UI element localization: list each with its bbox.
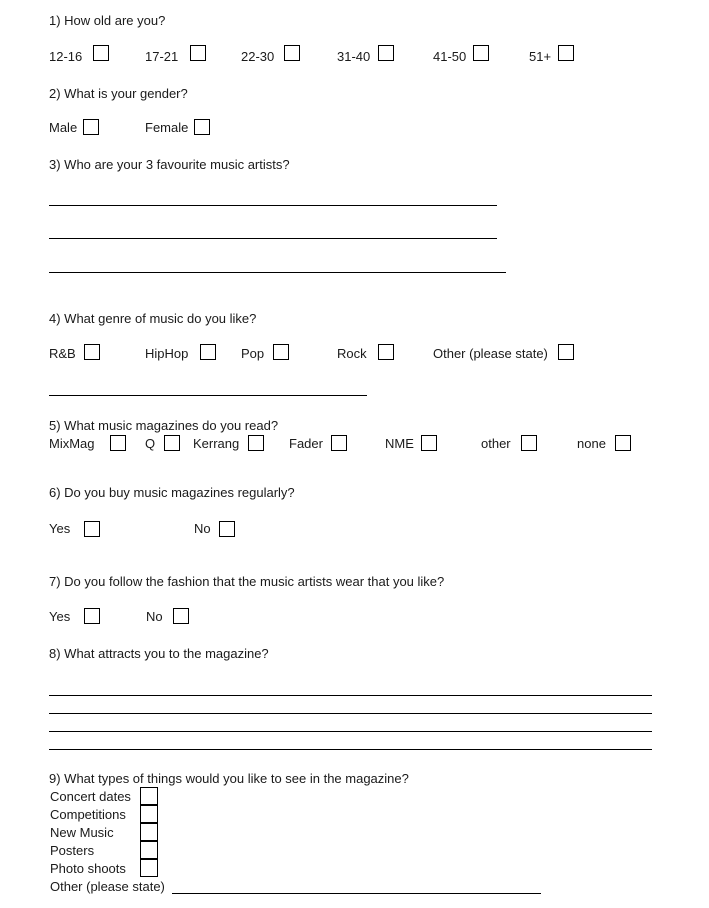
question-2-text: 2) What is your gender?: [49, 86, 188, 101]
magazine-q-checkbox[interactable]: [164, 435, 180, 451]
content-option-label: Competitions: [50, 807, 126, 822]
magazine-option-label: Fader: [289, 436, 323, 451]
genre-option-label: Rock: [337, 346, 367, 361]
age-31-40-checkbox[interactable]: [378, 45, 394, 61]
genre-option-label: HipHop: [145, 346, 189, 361]
question-1-text: 1) How old are you?: [49, 13, 166, 28]
age-41-50-checkbox[interactable]: [473, 45, 489, 61]
age-option-label: 41-50: [433, 49, 467, 64]
age-option-label: 51+: [529, 49, 552, 64]
age-51-plus-checkbox[interactable]: [558, 45, 574, 61]
gender-female-checkbox[interactable]: [194, 119, 210, 135]
fashion-yes-checkbox[interactable]: [84, 608, 100, 624]
genre-rock-checkbox[interactable]: [378, 344, 394, 360]
attracts-answer-line-3[interactable]: [49, 731, 652, 732]
question-4-text: 4) What genre of music do you like?: [49, 311, 257, 326]
fashion-option-label: No: [146, 609, 163, 624]
magazine-option-label: NME: [385, 436, 414, 451]
age-12-16-checkbox[interactable]: [93, 45, 109, 61]
question-7-text: 7) Do you follow the fashion that the music artists wear that you like?: [49, 574, 445, 589]
genre-hiphop-checkbox[interactable]: [200, 344, 216, 360]
content-photo-shoots-checkbox[interactable]: [140, 859, 158, 877]
gender-option-label: Male: [49, 120, 78, 135]
genre-other-checkbox[interactable]: [558, 344, 574, 360]
artist-answer-line-1[interactable]: [49, 205, 497, 206]
buy-option-label: No: [194, 521, 211, 536]
age-17-21-checkbox[interactable]: [190, 45, 206, 61]
attracts-answer-line-2[interactable]: [49, 713, 652, 714]
artist-answer-line-2[interactable]: [49, 238, 497, 239]
magazine-nme-checkbox[interactable]: [421, 435, 437, 451]
content-other-answer-line[interactable]: [172, 893, 541, 894]
age-option-label: 31-40: [337, 49, 371, 64]
question-6-text: 6) Do you buy music magazines regularly?: [49, 485, 295, 500]
buy-no-checkbox[interactable]: [219, 521, 235, 537]
age-option-label: 22-30: [241, 49, 275, 64]
question-3-text: 3) Who are your 3 favourite music artists?: [49, 157, 290, 172]
magazine-kerrang-checkbox[interactable]: [248, 435, 264, 451]
artist-answer-line-3[interactable]: [49, 272, 506, 273]
fashion-option-label: Yes: [49, 609, 71, 624]
magazine-option-label: none: [577, 436, 606, 451]
question-9-text: 9) What types of things would you like to see in the magazine?: [49, 771, 409, 786]
magazine-none-checkbox[interactable]: [615, 435, 631, 451]
attracts-answer-line-4[interactable]: [49, 749, 652, 750]
content-option-label: Concert dates: [50, 789, 131, 804]
genre-pop-checkbox[interactable]: [273, 344, 289, 360]
gender-option-label: Female: [145, 120, 189, 135]
magazine-mixmag-checkbox[interactable]: [110, 435, 126, 451]
content-other-label: Other (please state): [50, 879, 165, 894]
content-concert-dates-checkbox[interactable]: [140, 787, 158, 805]
content-new-music-checkbox[interactable]: [140, 823, 158, 841]
content-posters-checkbox[interactable]: [140, 841, 158, 859]
magazine-fader-checkbox[interactable]: [331, 435, 347, 451]
question-8-text: 8) What attracts you to the magazine?: [49, 646, 269, 661]
magazine-option-label: Kerrang: [193, 436, 240, 451]
buy-yes-checkbox[interactable]: [84, 521, 100, 537]
age-option-label: 17-21: [145, 49, 179, 64]
genre-option-label: Pop: [241, 346, 265, 361]
fashion-no-checkbox[interactable]: [173, 608, 189, 624]
magazine-option-label: Q: [145, 436, 156, 451]
genre-option-label: Other (please state): [433, 346, 548, 361]
magazine-option-label: MixMag: [49, 436, 95, 451]
content-option-label: Posters: [50, 843, 95, 858]
age-22-30-checkbox[interactable]: [284, 45, 300, 61]
age-option-label: 12-16: [49, 49, 83, 64]
genre-rnb-checkbox[interactable]: [84, 344, 100, 360]
content-option-label: New Music: [50, 825, 114, 840]
gender-male-checkbox[interactable]: [83, 119, 99, 135]
attracts-answer-line-1[interactable]: [49, 695, 652, 696]
content-option-label: Photo shoots: [50, 861, 126, 876]
genre-other-answer-line[interactable]: [49, 395, 367, 396]
buy-option-label: Yes: [49, 521, 71, 536]
magazine-other-checkbox[interactable]: [521, 435, 537, 451]
magazine-option-label: other: [481, 436, 511, 451]
content-competitions-checkbox[interactable]: [140, 805, 158, 823]
question-5-text: 5) What music magazines do you read?: [49, 418, 279, 433]
genre-option-label: R&B: [49, 346, 76, 361]
